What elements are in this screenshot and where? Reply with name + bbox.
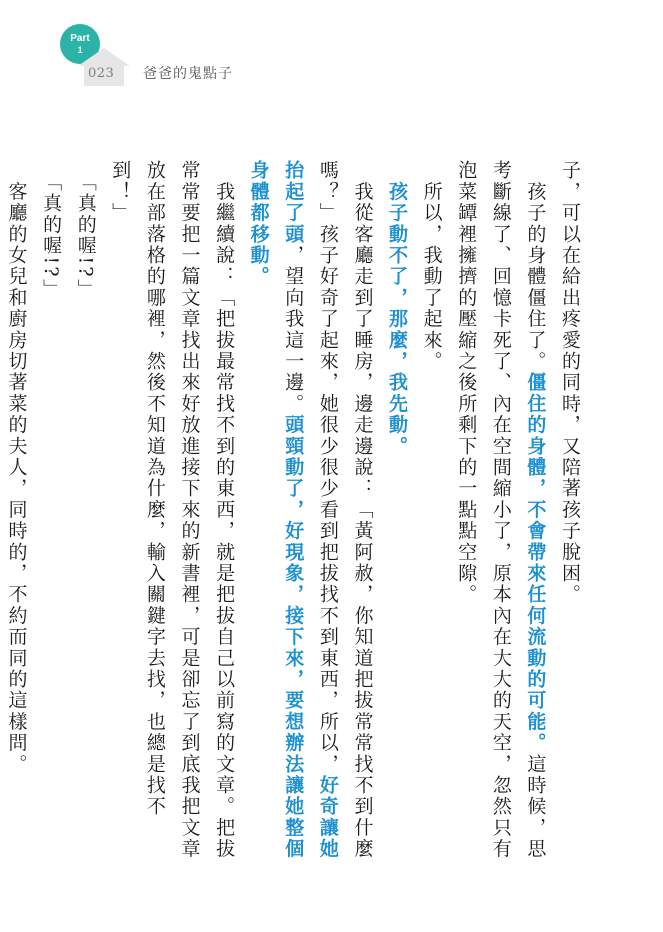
highlighted-text: 孩子動不了，那麼，我先動。 xyxy=(386,181,409,457)
paragraph xyxy=(0,160,34,860)
body-text-segment: 客廳的女兒和廚房切著菜的夫人，同時的，不約而同的這樣問。 xyxy=(5,160,28,775)
body-text-segment: 所以，我動了起來。 xyxy=(420,160,443,372)
paragraph xyxy=(552,160,587,860)
vertical-body-text xyxy=(5,160,587,860)
body-text-segment: 子，可以在給出疼愛的同時，又陪著孩子脫困。 xyxy=(559,160,581,606)
page-number: 023 xyxy=(88,66,115,81)
body-text-segment: ，望向我這一邊。 xyxy=(282,244,305,415)
highlighted-text: 僵住的身體，不會帶來任何流動的可能。 xyxy=(524,372,547,754)
paragraph xyxy=(68,160,103,860)
part-label: Part xyxy=(70,32,90,44)
paragraph xyxy=(103,160,241,860)
body-text-segment: 「真的喔!?」 xyxy=(40,160,63,300)
body-text-segment: 我繼續說：「把拔最常找不到的東西，就是把拔自己以前寫的文章。把拔常常要把一篇文章找出來好放進接下來的新書裡，可是卻忘了到底我把文章放在部落格的哪裡，然後不知道為什麼，輸入關鍵字去找，也總是找不到！」 xyxy=(109,160,236,860)
body-text-segment: 我從客廳走到了睡房，邊走邊說：「黃阿赦，你知道把拔常常找不到什麼嗎？」孩子好奇了起來，她很少很少看到把拔找不到東西，所以， xyxy=(316,160,374,860)
paragraph xyxy=(414,160,449,860)
paragraph xyxy=(241,160,379,860)
chapter-title: 爸爸的鬼點子 xyxy=(143,66,233,82)
highlighted-text: 頭頸動了，好現象，接下來，要想辦法讓她整個身體都移動。 xyxy=(247,160,305,860)
page-header xyxy=(0,0,663,100)
body-text-segment: 「真的喔!?」 xyxy=(74,160,97,300)
body-text-segment xyxy=(386,160,408,181)
body-text-segment: 孩子的身體僵住了。 xyxy=(524,160,547,372)
body-text-segment: 這時候，思考斷線了、回憶卡死了、內在空間縮小了，原本內在大大的天空，忽然只有泡菜罈裡擁擠的壓縮之後所剩下的一點點空隙。 xyxy=(455,160,547,860)
paragraph xyxy=(449,160,553,860)
highlighted-text: 好奇讓她抬起了頭 xyxy=(282,160,339,860)
part-number: 1 xyxy=(77,44,83,55)
paragraph xyxy=(34,160,69,860)
paragraph xyxy=(379,160,414,860)
